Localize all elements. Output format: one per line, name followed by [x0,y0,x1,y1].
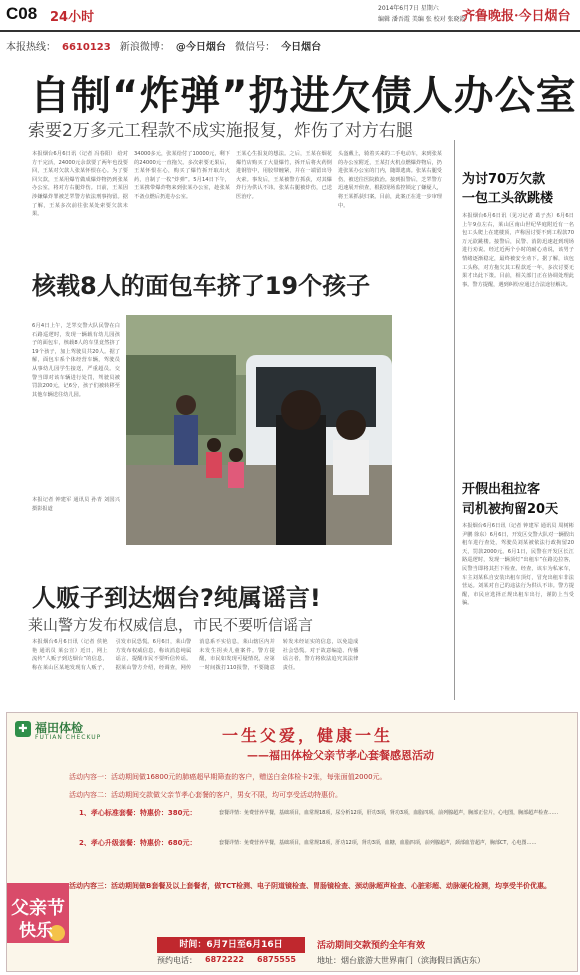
story3-title: 人贩子到达烟台?纯属谣言! [32,584,321,612]
ad-item-2: 活动内容二：活动期间交款做父亲节孝心套餐的客户，男女不限，均可享受活动特惠价。 [69,791,342,799]
ad-package-2-label: 2、孝心升级套餐：特惠价：680元： [79,839,197,847]
weibo-handle: @今日烟台 [175,42,226,53]
minibus-children-photo [126,315,392,545]
ad-promo-line1: 父亲节 [11,898,65,919]
story1-column-3: 王某心生报复的想法。之后，王某在烟花爆竹店购买了大量爆竹，拆开后将火药倒进钢管中，用胶带缠紧，并在一端留出导火索。事发后，王某被警方抓获，对其爆炸行为供认不讳。张某右腿被炸伤，已送医治疗。 [236,151,332,200]
ad-package-1-desc: 套餐详情：免费营养早餐，基础项目，血常规18项，尿分析12项，肝功3项，肾功3项，血脂四项，前列腺超声，胸部正位片，心电图，胸部超声检查…… [219,810,559,816]
page-header [0,0,580,32]
issue-date: 2014年6月7日 星期六 [378,5,439,12]
hotline-label: 本报热线： [6,42,56,53]
newspaper-brand: 齐鲁晚报·今日烟台 [462,9,571,24]
ad-phone-2: 6875555 [257,955,296,964]
ad-time-bar: 时间：6月7日至6月16日 [157,937,305,953]
side1-title-line1: 为讨70万欠款 [462,172,546,187]
story1-column-2: 34000多元，张某给付了10000元，剩下的24000元一直拖欠。多次索要无果后，王某怀恨在心，购买了爆竹拆开取出火药，自制了一枚“炸弹”。5月14日下午，王某携带爆炸物来到张某办公室，趁张某不备点燃后扔进办公室。 [134,151,230,200]
weibo-label: 新浪微博： [119,42,170,53]
hotline-number: 6610123 [62,42,111,53]
ad-slogan: 一生父爱，健康一生 [222,726,394,745]
ad-package-2-desc: 套餐详情：免费营养早餐，基础项目，血常规18项，肝功12项，肾功3项，血糖，血脂四项，前列腺超声，颈部血管超声，胸部CT，心电图…… [219,840,537,846]
ad-promo-line2: 快乐 [19,921,53,941]
story1-subhead: 索要2万多元工程款不成实施报复，炸伤了对方右腿 [28,121,413,141]
ad-logo-text: 福田体检 [35,721,84,735]
section-code: C08 [6,4,38,23]
story1-column-1: 本报烟台6月6日讯（记者 冯春阳） 给对方干完活，24000元余款要了两年也没要回，王某对欠款人张某怀恨在心。为了要回欠款，王某用爆竹做成爆炸物扔到张某办公室，将对方右腿炸伤。日前，王某因涉嫌爆炸罪被芝罘警方依法刑事拘留。据了解，王某多次前往张某处索要欠款未果。 [32,151,128,218]
ad-address: 地址：烟台旅游大世界南门（滨海假日酒店东） [317,956,485,965]
ad-banner: ——福田体检父亲节孝心套餐感恩活动 [247,749,434,762]
story3-subhead: 莱山警方发布权威信息，市民不要听信谣言 [28,616,314,634]
story2-photo [126,315,392,545]
story3-body: 本报烟台6月6日讯（记者 侯艳艳 通讯员 莱公宣）近日，网上流传“人贩子到达烟台”的信息，称在莱山区某地发现有人贩子，引发市民恐慌。6月6日，莱山警方发布权威信息，称该消息纯属谣言，提醒市民不要听信传谣。据莱山警方介绍，经调查，网传消息系不实信息，莱山辖区内并未发生拐卖儿童案件。警方提醒，市民如发现可疑情况，应第一时间拨打110报警，不要随意转发未经证实的信息，以免造成社会恐慌。对于故意编造、传播谣言者，警方将依法追究其法律责任。 [32,639,359,671]
ad-logo-english: FUTIAN CHECKUP [35,734,102,741]
story1-column-4: 头盔戴上，骑着买来的二手电动车，来到张某的办公室附近，王某打火机点燃爆炸物后，扔进张某办公室的门内，随即逃离。张某右腿受伤，被送往医院救治。接到报警后，芝罘警方迅速展开侦查，根据现场监控锁定了嫌疑人，将王某抓获归案。目前，此案正在进一步审理中。 [338,151,442,209]
side2-title-line1: 开假出租拉客 [462,482,541,497]
column-divider [454,140,455,700]
story1-headline: 自制“炸弹”扔进欠债人办公室 [30,73,577,119]
ad-phone-label: 预约电话： [157,956,197,965]
editor-credits: 编辑 潘吾霞 美编 张 校对 张晓霞 [378,16,466,23]
health-checkup-advertisement [6,712,578,972]
story2-title: 核载8人的面包车挤了19个孩子 [32,272,371,300]
story2-body: 6月4日上午，芝罘交警大队民警在白石路巡逻时，发现一辆载有幼儿园孩子的面包车，核载8人的车里竟然挤了19个孩子，加上驾驶员共20人。据了解，面包车系个体经营车辆，驾驶员从事幼儿园学生接送，严重超员。交警当即对该车辆进行处罚，驾驶员被罚款200元，记6分，孩子们被转移至其他车辆送往幼儿园。 [32,323,120,398]
ad-item-1: 活动内容一：活动期间做16800元的肺癌超早期筛查的客户，赠送白金体检卡2张，每张面值2000元。 [69,773,387,781]
wechat-label: 微信号： [235,42,276,53]
side1-title-line2: 一包工头欲跳楼 [462,191,554,206]
section-name: 24小时 [50,10,95,25]
wechat-handle: 今日烟台 [281,42,322,53]
ad-item-3: 活动内容三：活动期间做B套餐及以上套餐者，做TCT检测、电子阴道镜检查、胃肠镜检查、颈动脉超声检查、心脏彩超、动脉硬化检测，均享受半价优惠。 [69,882,552,890]
ad-tip: 活动期间交款预约全年有效 [317,941,426,951]
futian-logo-icon: ✚ [15,721,31,737]
hotline-bar [6,38,576,58]
side2-title-line2: 司机被拘留20天 [462,502,559,517]
ad-phone-1: 6872222 [205,955,244,964]
story2-credit: 本报记者 钟建军 通讯员 孙青 刘国兴 摄影报道 [32,497,120,512]
side2-body: 本报烟台6月6日讯（记者 钟建军 通讯员 周树彬 尹鹏 徐东）6月6日，开发区交警大队对一辆假出租车进行查处，驾驶员刘某被依法行政拘留20天，罚款2000元。6月1日，民警在开发区长江路巡逻时，发现一辆顶灯“出租车”在路边拉客，民警当即将其拦下检查。经查，该车为私家车，车主刘某私自安装出租车顶灯，冒充出租车非法营运。刘某对自己的违法行为供认不讳。警方提醒，市民应选择正规出租车出行，谨防上当受骗。 [462,523,574,607]
side1-body: 本报烟台6月6日讯（见习记者 葛子杰）6月6日上午9点左右，莱山区南山世纪华庭附近有一名包工头爬上在建楼顶，声称因讨要不到工程款70万元欲跳楼。接警后，民警、消防迅速赶到现场进行劝说。经过近两个小时的耐心劝说，该男子情绪逐渐稳定，最终被安全劝下。据了解，该包工头称，对方拖欠其工程款近一年，多次讨要无果才出此下策。目前，相关部门正在协调处理此事。警方提醒，遇到纠纷应通过合法途径解决。 [462,213,574,288]
ad-package-1-label: 1、孝心标准套餐：特惠价：380元： [79,809,197,817]
